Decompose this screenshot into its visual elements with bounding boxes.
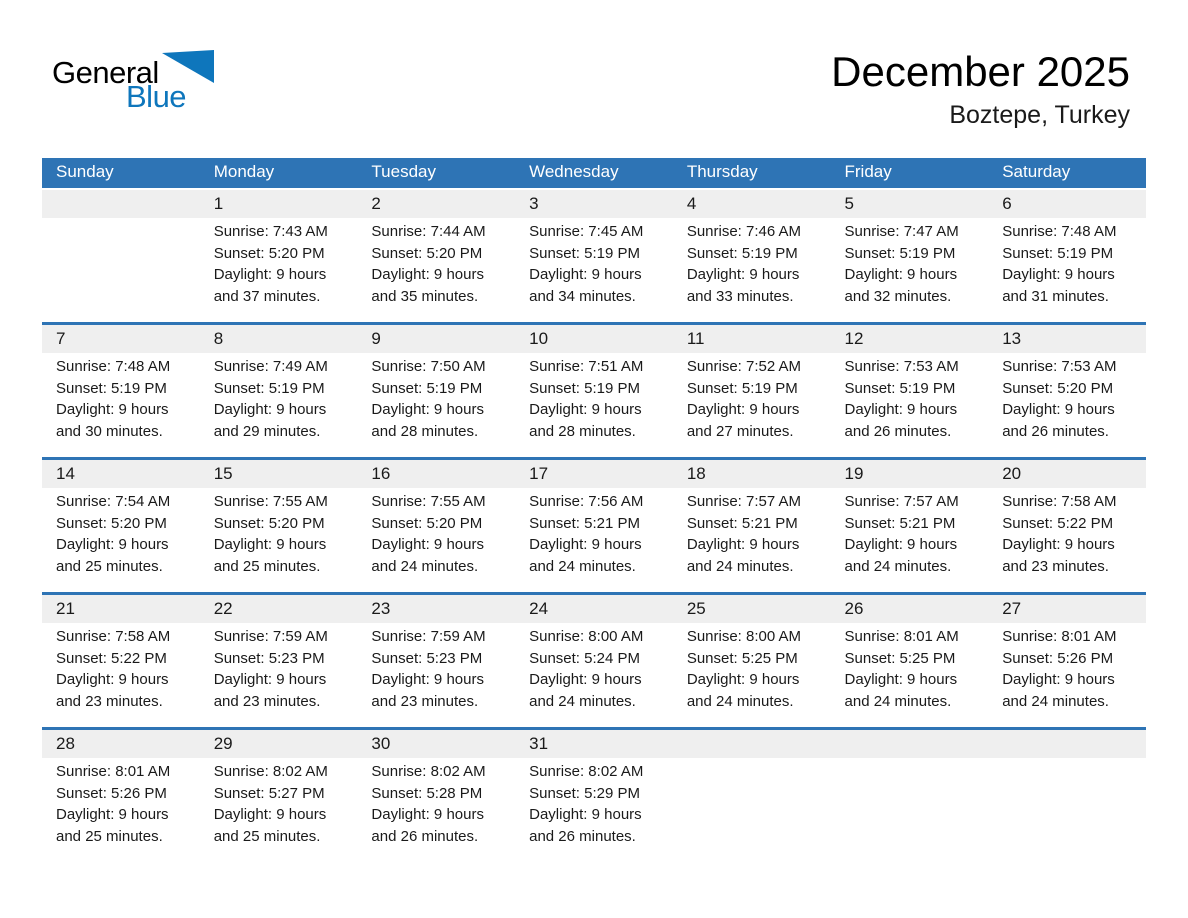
daylight-text-2: and 26 minutes. bbox=[844, 422, 952, 440]
daylight-text: Daylight: 9 hours bbox=[213, 266, 327, 283]
day-cell bbox=[988, 594, 1146, 729]
daylight-text: Daylight: 9 hours bbox=[1002, 266, 1115, 283]
day-cell bbox=[515, 594, 673, 729]
daylight-text-2: and 28 minutes. bbox=[529, 422, 636, 440]
daylight-text-2: and 30 minutes. bbox=[56, 422, 163, 440]
sunset-text: Sunset: 5:19 PM bbox=[686, 244, 798, 262]
daylight-text-2: and 24 minutes. bbox=[844, 692, 952, 710]
day-details bbox=[200, 758, 358, 862]
day-cell bbox=[200, 459, 358, 594]
day-number: 25 bbox=[673, 595, 831, 623]
day-number: 15 bbox=[200, 460, 358, 488]
sunset-text: Sunset: 5:20 PM bbox=[1002, 379, 1114, 397]
day-cell bbox=[357, 594, 515, 729]
day-cell bbox=[200, 594, 358, 729]
general-blue-logo bbox=[52, 50, 214, 112]
day-details bbox=[831, 218, 989, 322]
day-cell bbox=[42, 459, 200, 594]
sunrise-text: Sunrise: 7:48 AM bbox=[56, 358, 171, 375]
day-number: 5 bbox=[831, 190, 989, 218]
sunset-text: Sunset: 5:19 PM bbox=[844, 244, 956, 262]
sunrise-text: Sunrise: 8:01 AM bbox=[844, 628, 959, 645]
week-row bbox=[42, 459, 1146, 594]
sunset-text: Sunset: 5:28 PM bbox=[371, 784, 483, 802]
sunset-text: Sunset: 5:20 PM bbox=[371, 244, 483, 262]
sunset-text: Sunset: 5:22 PM bbox=[1002, 514, 1114, 532]
location-subtitle: Boztepe, Turkey bbox=[949, 101, 1130, 130]
daylight-text-2: and 25 minutes. bbox=[213, 557, 321, 575]
daylight-text: Daylight: 9 hours bbox=[529, 536, 642, 553]
day-cell bbox=[673, 594, 831, 729]
daylight-text-2: and 25 minutes. bbox=[56, 827, 163, 845]
daylight-text-2: and 24 minutes. bbox=[371, 557, 479, 575]
page-header bbox=[0, 0, 1188, 154]
day-number bbox=[831, 730, 989, 758]
day-number: 7 bbox=[42, 325, 200, 353]
day-details bbox=[42, 488, 200, 592]
day-cell bbox=[831, 594, 989, 729]
daylight-text-2: and 23 minutes. bbox=[1002, 557, 1109, 575]
sunrise-text: Sunrise: 8:02 AM bbox=[529, 763, 644, 780]
daylight-text: Daylight: 9 hours bbox=[686, 536, 800, 553]
daylight-text: Daylight: 9 hours bbox=[686, 671, 800, 688]
sunrise-text: Sunrise: 8:02 AM bbox=[371, 763, 486, 780]
day-number: 3 bbox=[515, 190, 673, 218]
calendar-table bbox=[42, 158, 1146, 862]
day-details bbox=[200, 218, 358, 322]
daylight-text-2: and 33 minutes. bbox=[686, 287, 794, 305]
sunrise-text: Sunrise: 7:59 AM bbox=[371, 628, 486, 645]
sunset-text: Sunset: 5:19 PM bbox=[686, 379, 798, 397]
day-cell bbox=[200, 324, 358, 459]
sunset-text: Sunset: 5:25 PM bbox=[844, 649, 956, 667]
daylight-text: Daylight: 9 hours bbox=[1002, 401, 1115, 418]
sunrise-text: Sunrise: 7:57 AM bbox=[686, 493, 802, 510]
daylight-text-2: and 23 minutes. bbox=[371, 692, 479, 710]
sunrise-text: Sunrise: 7:57 AM bbox=[844, 493, 959, 510]
sunset-text: Sunset: 5:19 PM bbox=[213, 379, 325, 397]
sunset-text: Sunset: 5:27 PM bbox=[213, 784, 325, 802]
daylight-text-2: and 25 minutes. bbox=[56, 557, 163, 575]
empty-day-cell bbox=[673, 729, 831, 863]
day-cell bbox=[831, 324, 989, 459]
sunset-text: Sunset: 5:21 PM bbox=[844, 514, 956, 532]
day-header-wednesday: Wednesday bbox=[515, 158, 673, 189]
day-details bbox=[357, 758, 515, 862]
day-header-friday: Friday bbox=[831, 158, 989, 189]
sunset-text: Sunset: 5:24 PM bbox=[529, 649, 641, 667]
sunrise-text: Sunrise: 7:45 AM bbox=[529, 223, 644, 240]
day-cell bbox=[200, 729, 358, 863]
day-details bbox=[673, 353, 831, 457]
day-number: 12 bbox=[831, 325, 989, 353]
daylight-text-2: and 24 minutes. bbox=[686, 692, 794, 710]
day-details bbox=[200, 353, 358, 457]
sunset-text: Sunset: 5:21 PM bbox=[686, 514, 798, 532]
day-cell bbox=[200, 189, 358, 324]
day-details bbox=[357, 353, 515, 457]
day-number: 29 bbox=[200, 730, 358, 758]
daylight-text-2: and 24 minutes. bbox=[686, 557, 794, 575]
daylight-text: Daylight: 9 hours bbox=[213, 536, 327, 553]
day-number: 16 bbox=[357, 460, 515, 488]
daylight-text: Daylight: 9 hours bbox=[686, 266, 800, 283]
daylight-text: Daylight: 9 hours bbox=[371, 806, 484, 823]
daylight-text: Daylight: 9 hours bbox=[371, 536, 484, 553]
day-number: 21 bbox=[42, 595, 200, 623]
day-number: 13 bbox=[988, 325, 1146, 353]
day-number: 17 bbox=[515, 460, 673, 488]
day-cell bbox=[988, 459, 1146, 594]
day-number: 4 bbox=[673, 190, 831, 218]
day-number: 20 bbox=[988, 460, 1146, 488]
day-number: 14 bbox=[42, 460, 200, 488]
daylight-text-2: and 24 minutes. bbox=[844, 557, 952, 575]
day-number: 24 bbox=[515, 595, 673, 623]
day-details bbox=[673, 623, 831, 727]
logo-text-general: General bbox=[52, 55, 159, 90]
day-header-tuesday: Tuesday bbox=[357, 158, 515, 189]
week-row bbox=[42, 324, 1146, 459]
day-details bbox=[988, 353, 1146, 457]
day-details bbox=[42, 623, 200, 727]
day-details bbox=[988, 218, 1146, 322]
logo-text-blue: Blue bbox=[126, 79, 187, 114]
sunrise-text: Sunrise: 7:51 AM bbox=[529, 358, 644, 375]
sunset-text: Sunset: 5:19 PM bbox=[529, 379, 641, 397]
day-header-monday: Monday bbox=[200, 158, 358, 189]
week-row bbox=[42, 594, 1146, 729]
day-details bbox=[831, 758, 989, 776]
day-details bbox=[42, 758, 200, 862]
daylight-text-2: and 35 minutes. bbox=[371, 287, 479, 305]
sunset-text: Sunset: 5:29 PM bbox=[529, 784, 641, 802]
day-header-sunday: Sunday bbox=[42, 158, 200, 189]
day-details bbox=[357, 623, 515, 727]
day-cell bbox=[42, 324, 200, 459]
daylight-text-2: and 24 minutes. bbox=[1002, 692, 1109, 710]
day-details bbox=[200, 488, 358, 592]
day-cell bbox=[357, 459, 515, 594]
day-number: 23 bbox=[357, 595, 515, 623]
sunrise-text: Sunrise: 8:01 AM bbox=[1002, 628, 1117, 645]
sunrise-text: Sunrise: 7:43 AM bbox=[213, 223, 328, 240]
day-details bbox=[200, 623, 358, 727]
sunrise-text: Sunrise: 7:54 AM bbox=[56, 493, 171, 510]
daylight-text-2: and 25 minutes. bbox=[213, 827, 321, 845]
sunrise-text: Sunrise: 7:58 AM bbox=[1002, 493, 1117, 510]
daylight-text: Daylight: 9 hours bbox=[213, 806, 327, 823]
day-details bbox=[515, 758, 673, 862]
sunrise-text: Sunrise: 7:53 AM bbox=[844, 358, 959, 375]
day-details bbox=[673, 758, 831, 776]
sunrise-text: Sunrise: 7:49 AM bbox=[213, 358, 328, 375]
daylight-text: Daylight: 9 hours bbox=[56, 536, 169, 553]
day-cell bbox=[988, 324, 1146, 459]
empty-day-cell bbox=[831, 729, 989, 863]
daylight-text: Daylight: 9 hours bbox=[56, 671, 169, 688]
day-cell bbox=[515, 189, 673, 324]
sunrise-text: Sunrise: 7:50 AM bbox=[371, 358, 486, 375]
day-number: 30 bbox=[357, 730, 515, 758]
day-number: 27 bbox=[988, 595, 1146, 623]
day-number: 31 bbox=[515, 730, 673, 758]
daylight-text: Daylight: 9 hours bbox=[371, 266, 484, 283]
daylight-text: Daylight: 9 hours bbox=[213, 401, 327, 418]
sunset-text: Sunset: 5:19 PM bbox=[371, 379, 483, 397]
day-details bbox=[515, 353, 673, 457]
daylight-text-2: and 37 minutes. bbox=[213, 287, 321, 305]
daylight-text-2: and 27 minutes. bbox=[686, 422, 794, 440]
sunset-text: Sunset: 5:21 PM bbox=[529, 514, 641, 532]
sunset-text: Sunset: 5:19 PM bbox=[56, 379, 167, 397]
sunset-text: Sunset: 5:22 PM bbox=[56, 649, 167, 667]
day-cell bbox=[988, 189, 1146, 324]
sunset-text: Sunset: 5:23 PM bbox=[371, 649, 483, 667]
day-number: 18 bbox=[673, 460, 831, 488]
week-row bbox=[42, 729, 1146, 863]
daylight-text: Daylight: 9 hours bbox=[844, 401, 958, 418]
calendar-body bbox=[42, 189, 1146, 862]
daylight-text: Daylight: 9 hours bbox=[844, 671, 958, 688]
empty-day-cell bbox=[42, 189, 200, 324]
sunrise-text: Sunrise: 7:56 AM bbox=[529, 493, 644, 510]
sunrise-text: Sunrise: 7:53 AM bbox=[1002, 358, 1117, 375]
daylight-text-2: and 26 minutes. bbox=[371, 827, 479, 845]
sunset-text: Sunset: 5:19 PM bbox=[844, 379, 956, 397]
daylight-text: Daylight: 9 hours bbox=[529, 266, 642, 283]
sunrise-text: Sunrise: 7:44 AM bbox=[371, 223, 486, 240]
day-cell bbox=[357, 189, 515, 324]
day-cell bbox=[673, 459, 831, 594]
day-details bbox=[357, 218, 515, 322]
sunset-text: Sunset: 5:26 PM bbox=[56, 784, 167, 802]
daylight-text: Daylight: 9 hours bbox=[371, 671, 484, 688]
day-details bbox=[515, 218, 673, 322]
daylight-text: Daylight: 9 hours bbox=[1002, 671, 1115, 688]
day-number bbox=[988, 730, 1146, 758]
daylight-text: Daylight: 9 hours bbox=[56, 401, 169, 418]
daylight-text-2: and 28 minutes. bbox=[371, 422, 479, 440]
day-cell bbox=[673, 189, 831, 324]
sunrise-text: Sunrise: 8:00 AM bbox=[529, 628, 644, 645]
sunset-text: Sunset: 5:20 PM bbox=[56, 514, 167, 532]
sunrise-text: Sunrise: 7:46 AM bbox=[686, 223, 802, 240]
daylight-text-2: and 24 minutes. bbox=[529, 692, 636, 710]
day-details bbox=[831, 623, 989, 727]
daylight-text-2: and 24 minutes. bbox=[529, 557, 636, 575]
sunrise-text: Sunrise: 7:52 AM bbox=[686, 358, 802, 375]
calendar-header-row bbox=[42, 158, 1146, 189]
page-title: December 2025 bbox=[831, 48, 1130, 95]
day-number: 19 bbox=[831, 460, 989, 488]
empty-day-cell bbox=[988, 729, 1146, 863]
daylight-text-2: and 32 minutes. bbox=[844, 287, 952, 305]
day-number: 26 bbox=[831, 595, 989, 623]
sunset-text: Sunset: 5:19 PM bbox=[529, 244, 641, 262]
day-number: 11 bbox=[673, 325, 831, 353]
sunrise-text: Sunrise: 8:02 AM bbox=[213, 763, 328, 780]
day-number: 8 bbox=[200, 325, 358, 353]
day-details bbox=[988, 488, 1146, 592]
sunrise-text: Sunrise: 7:58 AM bbox=[56, 628, 171, 645]
daylight-text-2: and 31 minutes. bbox=[1002, 287, 1109, 305]
day-details bbox=[831, 488, 989, 592]
sunrise-text: Sunrise: 7:48 AM bbox=[1002, 223, 1117, 240]
sunrise-text: Sunrise: 8:00 AM bbox=[686, 628, 802, 645]
day-details bbox=[357, 488, 515, 592]
day-details bbox=[673, 488, 831, 592]
day-header-saturday: Saturday bbox=[988, 158, 1146, 189]
daylight-text: Daylight: 9 hours bbox=[844, 266, 958, 283]
day-cell bbox=[42, 594, 200, 729]
daylight-text: Daylight: 9 hours bbox=[529, 806, 642, 823]
day-number: 1 bbox=[200, 190, 358, 218]
daylight-text: Daylight: 9 hours bbox=[686, 401, 800, 418]
sunset-text: Sunset: 5:20 PM bbox=[371, 514, 483, 532]
day-cell bbox=[515, 459, 673, 594]
sunrise-text: Sunrise: 8:01 AM bbox=[56, 763, 171, 780]
day-details bbox=[988, 758, 1146, 776]
day-details bbox=[673, 218, 831, 322]
sunset-text: Sunset: 5:20 PM bbox=[213, 514, 325, 532]
daylight-text: Daylight: 9 hours bbox=[371, 401, 484, 418]
day-cell bbox=[831, 189, 989, 324]
day-number bbox=[673, 730, 831, 758]
day-number: 9 bbox=[357, 325, 515, 353]
week-row bbox=[42, 189, 1146, 324]
day-header-thursday: Thursday bbox=[673, 158, 831, 189]
sunset-text: Sunset: 5:23 PM bbox=[213, 649, 325, 667]
sunrise-text: Sunrise: 7:47 AM bbox=[844, 223, 959, 240]
day-details bbox=[42, 218, 200, 236]
daylight-text: Daylight: 9 hours bbox=[1002, 536, 1115, 553]
day-cell bbox=[42, 729, 200, 863]
daylight-text-2: and 29 minutes. bbox=[213, 422, 321, 440]
sunset-text: Sunset: 5:20 PM bbox=[213, 244, 325, 262]
day-details bbox=[515, 488, 673, 592]
day-cell bbox=[673, 324, 831, 459]
daylight-text-2: and 23 minutes. bbox=[213, 692, 321, 710]
day-number bbox=[42, 190, 200, 218]
day-details bbox=[42, 353, 200, 457]
sunset-text: Sunset: 5:25 PM bbox=[686, 649, 798, 667]
day-cell bbox=[357, 729, 515, 863]
day-number: 22 bbox=[200, 595, 358, 623]
day-details bbox=[831, 353, 989, 457]
day-cell bbox=[515, 729, 673, 863]
sunset-text: Sunset: 5:19 PM bbox=[1002, 244, 1114, 262]
day-cell bbox=[357, 324, 515, 459]
day-cell bbox=[515, 324, 673, 459]
daylight-text: Daylight: 9 hours bbox=[844, 536, 958, 553]
day-number: 10 bbox=[515, 325, 673, 353]
daylight-text-2: and 26 minutes. bbox=[529, 827, 636, 845]
daylight-text-2: and 34 minutes. bbox=[529, 287, 636, 305]
daylight-text: Daylight: 9 hours bbox=[529, 671, 642, 688]
day-number: 28 bbox=[42, 730, 200, 758]
sunrise-text: Sunrise: 7:55 AM bbox=[371, 493, 486, 510]
daylight-text-2: and 23 minutes. bbox=[56, 692, 163, 710]
sunset-text: Sunset: 5:26 PM bbox=[1002, 649, 1114, 667]
day-details bbox=[515, 623, 673, 727]
daylight-text: Daylight: 9 hours bbox=[56, 806, 169, 823]
daylight-text-2: and 26 minutes. bbox=[1002, 422, 1109, 440]
daylight-text: Daylight: 9 hours bbox=[213, 671, 327, 688]
day-details bbox=[988, 623, 1146, 727]
title-block bbox=[831, 50, 1130, 130]
day-number: 6 bbox=[988, 190, 1146, 218]
daylight-text: Daylight: 9 hours bbox=[529, 401, 642, 418]
sunrise-text: Sunrise: 7:55 AM bbox=[213, 493, 328, 510]
day-cell bbox=[831, 459, 989, 594]
sunrise-text: Sunrise: 7:59 AM bbox=[213, 628, 328, 645]
day-number: 2 bbox=[357, 190, 515, 218]
